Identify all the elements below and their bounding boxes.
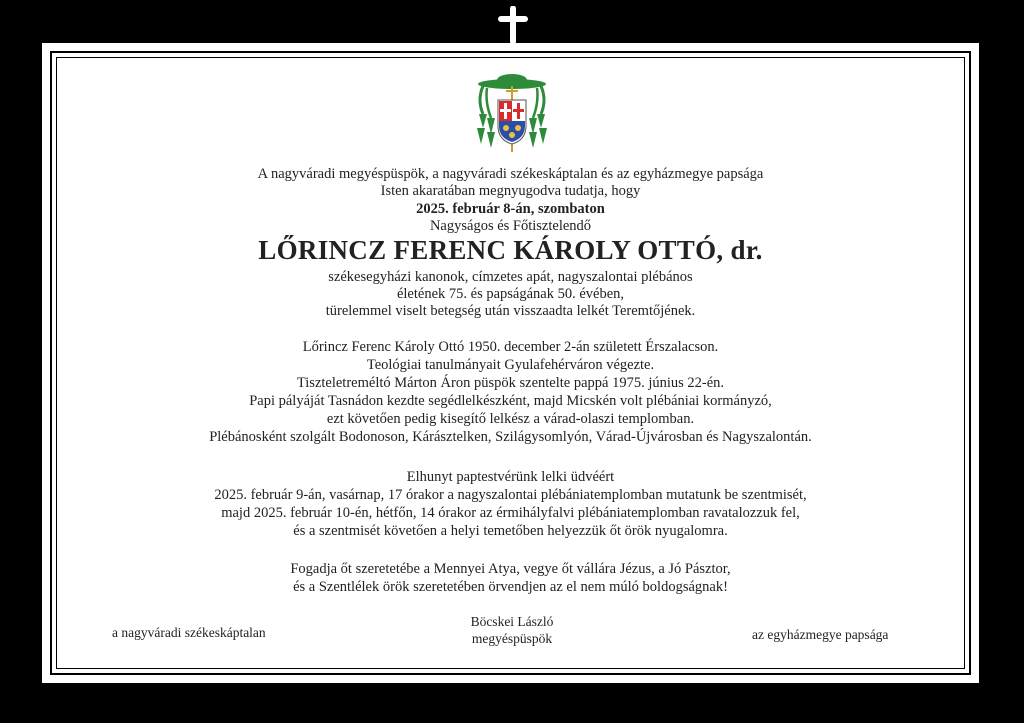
deceased-title: székesegyházi kanonok, címzetes apát, nagyszalontai plébános [328, 269, 693, 285]
bio-line-5: ezt követően pedig kisegítő lelkész a várad-olaszi templomban. [326, 411, 695, 427]
funeral-line-2: 2025. február 9-án, vasárnap, 17 órakor a nagyszalontai plébániatemplomban mutatunk be szentmisét, [214, 487, 807, 503]
bio-line-6: Plébánosként szolgált Bodonoson, Kárásztelken, Szilágysomlyón, Várad-Újvárosban és Nagyszalontán. [209, 429, 812, 445]
obituary-card [42, 43, 979, 683]
bio-line-3: Tiszteletreméltó Márton Áron püspök szentelte pappá 1975. június 22-én. [296, 375, 725, 391]
death-statement: türelemmel viselt betegség után visszaadta lelkét Teremtőjének. [325, 303, 696, 319]
cross-icon [498, 6, 528, 44]
death-date: 2025. február 8-án, szombaton [416, 201, 605, 217]
funeral-line-4: és a szentmisét követően a helyi temetőben helyezzük őt örök nyugalomra. [293, 523, 728, 539]
prayer-line-2: és a Szentlélek örök szeretetében örvendjen az el nem múló boldogságnak! [293, 579, 728, 595]
coat-of-arms-icon [473, 70, 551, 156]
funeral-line-1: Elhunyt paptestvérünk lelki üdvéért [406, 469, 615, 485]
deceased-age: életének 75. és papságának 50. évében, [396, 286, 625, 302]
bio-line-1: Lőrincz Ferenc Károly Ottó 1950. december 2-án született Érszalacson. [302, 339, 719, 355]
signature-clergy: az egyházmegye papsága [752, 627, 889, 642]
obituary-content [42, 43, 979, 683]
signature-bishop-name: Böcskei László [470, 614, 554, 629]
funeral-line-3: majd 2025. február 10-én, hétfőn, 14 órakor az érmihályfalvi plébániatemplomban ravatalozzuk fel, [221, 505, 800, 521]
intro-line-1: A nagyváradi megyéspüspök, a nagyváradi székeskáptalan és az egyházmegye papsága [257, 166, 764, 182]
deceased-name: LŐRINCZ FERENC KÁROLY OTTÓ, dr. [258, 235, 763, 265]
prayer-line-1: Fogadja őt szeretetébe a Mennyei Atya, vegye őt vállára Jézus, a Jó Pásztor, [290, 561, 731, 577]
bio-line-4: Papi pályáját Tasnádon kezdte segédlelkészként, majd Micskén volt plébániai kormányzó, [249, 393, 772, 409]
signature-chapter: a nagyváradi székeskáptalan [112, 625, 266, 640]
intro-line-2: Isten akaratában megnyugodva tudatja, hogy [380, 183, 641, 199]
honorific: Nagyságos és Főtisztelendő [429, 218, 592, 234]
bio-line-2: Teológiai tanulmányait Gyulafehérváron végezte. [366, 357, 655, 373]
signature-bishop-title: megyéspüspök [471, 631, 553, 646]
